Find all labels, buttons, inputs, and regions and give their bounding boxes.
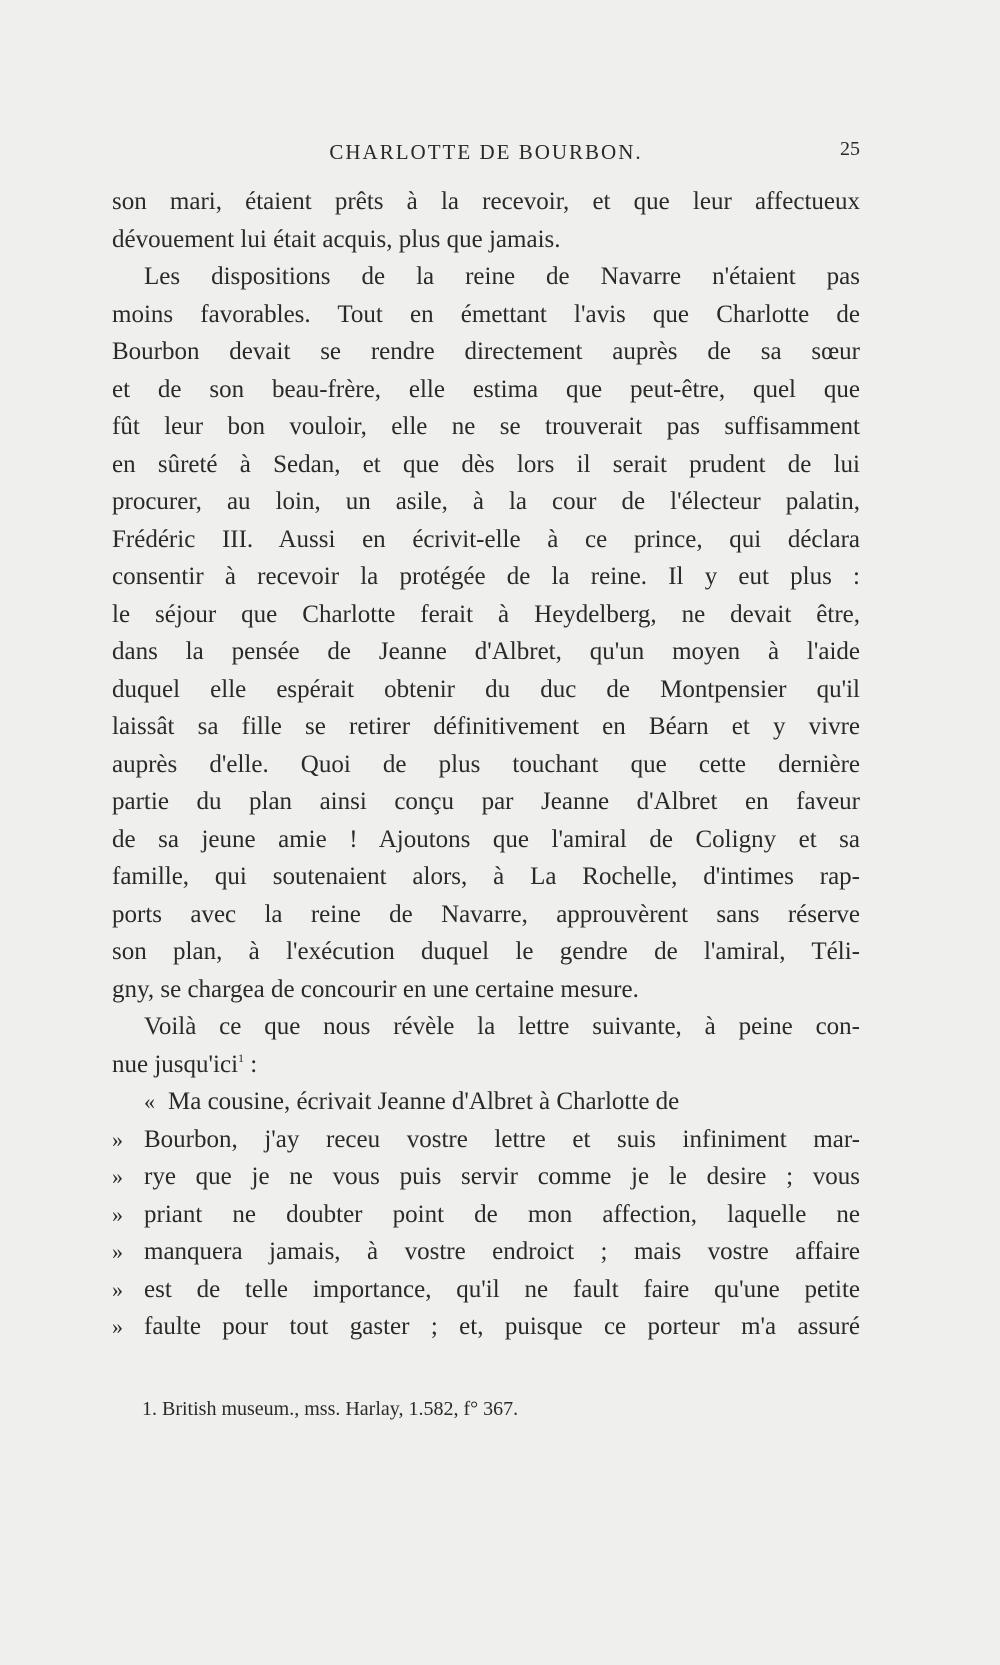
open-quote-mark: « xyxy=(144,1089,155,1114)
text-line: et de son beau-frère, elle estima que peut-être, quel que xyxy=(112,375,860,403)
text-line: laissât sa fille se retirer définitivement en Béarn et y vivre xyxy=(112,713,860,740)
continuation-quote-mark: » xyxy=(112,1164,123,1189)
text-line: en sûreté à Sedan, et que dès lors il serait prudent de lui xyxy=(112,450,860,478)
quote-line xyxy=(112,1121,860,1159)
running-title: CHARLOTTE DE BOURBON. xyxy=(329,140,643,164)
text-line: partie du plan ainsi conçu par Jeanne d'Albret en faveur xyxy=(112,788,860,815)
quote-text: rye que je ne vous puis servir comme je le desire ; vous xyxy=(144,1163,860,1190)
text-fragment: nue jusqu'ici xyxy=(112,1050,239,1078)
text-line: auprès d'elle. Quoi de plus touchant que cette dernière xyxy=(112,750,860,778)
continuation-quote-mark: » xyxy=(112,1201,123,1227)
quote-text: priant ne doubter point de mon affection, laquelle ne xyxy=(144,1200,860,1228)
text-line: ports avec la reine de Navarre, approuvèrent sans réserve xyxy=(112,900,860,928)
text-line: Les dispositions de la reine de Navarre n'étaient pas xyxy=(144,263,860,290)
continuation-quote-mark: » xyxy=(112,1239,123,1264)
quote-line xyxy=(112,1233,860,1271)
body-text xyxy=(112,183,860,1346)
text-fragment: : xyxy=(244,1050,258,1078)
text-line: le séjour que Charlotte ferait à Heydelberg, ne devait être, xyxy=(112,600,860,628)
running-head xyxy=(112,140,860,170)
text-line: dans la pensée de Jeanne d'Albret, qu'un moyen à l'aide xyxy=(112,638,860,665)
quote-line xyxy=(112,1196,860,1234)
quote-text: Bourbon, j'ay receu vostre lettre et suis infiniment mar- xyxy=(144,1125,860,1153)
quote-text: faulte pour tout gaster ; et, puisque ce porteur m'a assuré xyxy=(144,1313,860,1340)
text-line: Voilà ce que nous révèle la lettre suivante, à peine con- xyxy=(144,1013,860,1040)
text-line: consentir à recevoir la protégée de la reine. Il y eut plus : xyxy=(112,563,860,590)
continuation-quote-mark: » xyxy=(112,1126,123,1152)
continuation-quote-mark: » xyxy=(112,1276,123,1302)
text-line: moins favorables. Tout en émettant l'avis que Charlotte de xyxy=(112,300,860,328)
quote-text: manquera jamais, à vostre endroict ; mais vostre affaire xyxy=(144,1238,860,1265)
quote-line xyxy=(112,1271,860,1309)
text-line: son mari, étaient prêts à la recevoir, et que leur affectueux xyxy=(112,188,860,215)
quote-line xyxy=(112,1158,860,1196)
text-line: famille, qui soutenaient alors, à La Rochelle, d'intimes rap- xyxy=(112,863,860,890)
page-number: 25 xyxy=(840,138,860,160)
text-line: gny, se chargea de concourir en une certaine mesure. xyxy=(112,975,639,1003)
text-line: dévouement lui était acquis, plus que jamais. xyxy=(112,225,561,253)
text-line: Bourbon devait se rendre directement auprès de sa sœur xyxy=(112,338,860,365)
text-line: duquel elle espérait obtenir du duc de Montpensier qu'il xyxy=(112,675,860,703)
quote-text: est de telle importance, qu'il ne fault faire qu'une petite xyxy=(144,1275,860,1303)
footnote-reference: 1 xyxy=(238,1050,245,1065)
text-line: procurer, au loin, un asile, à la cour de l'électeur palatin, xyxy=(112,488,860,515)
text-line: fût leur bon vouloir, elle ne se trouverait pas suffisamment xyxy=(112,413,860,440)
text-line: Frédéric III. Aussi en écrivit-elle à ce prince, qui déclara xyxy=(112,525,860,553)
text-line: son plan, à l'exécution duquel le gendre de l'amiral, Téli- xyxy=(112,938,860,965)
text-line xyxy=(112,1046,860,1084)
footnote: 1. British museum., mss. Harlay, 1.582, f° 367. xyxy=(142,1398,519,1420)
quote-line xyxy=(112,1083,860,1121)
quote-line xyxy=(112,1308,860,1346)
quote-text: Ma cousine, écrivait Jeanne d'Albret à Charlotte de xyxy=(168,1088,680,1115)
continuation-quote-mark: » xyxy=(112,1314,123,1339)
text-line: de sa jeune amie ! Ajoutons que l'amiral de Coligny et sa xyxy=(112,825,860,853)
